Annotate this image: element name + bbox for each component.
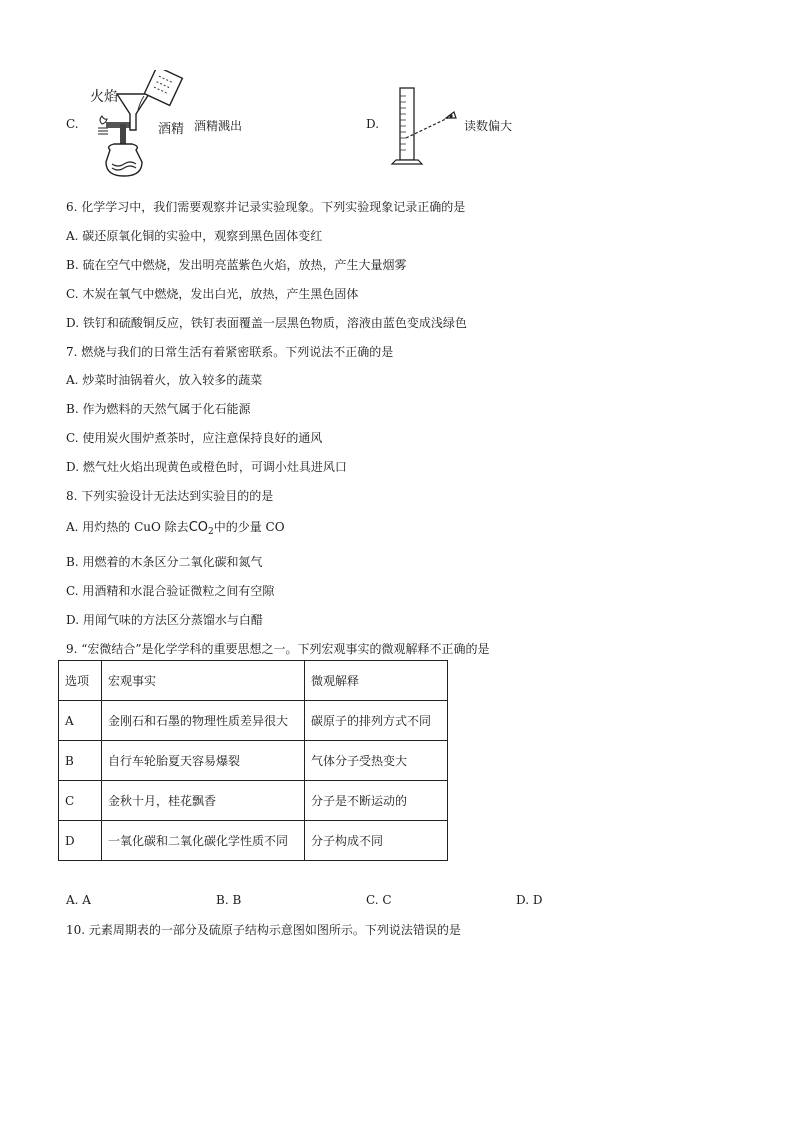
q6-option-b: B. 硫在空气中燃烧，发出明亮蓝紫色火焰，放热，产生大量烟雾 [66, 258, 407, 272]
table-row [59, 741, 448, 781]
option-d-letter: D. [366, 117, 380, 131]
table-cell: 分子是不断运动的 [305, 781, 448, 821]
q6-option-a: A. 碳还原氧化铜的实验中，观察到黑色固体变红 [66, 229, 323, 243]
q8-option-a [66, 518, 285, 535]
table-cell: 一氧化碳和二氧化碳化学性质不同 [102, 821, 305, 861]
label-fire: 火焰 [90, 89, 118, 105]
table-row [59, 701, 448, 741]
graduated-cylinder-figure [388, 86, 460, 172]
q9-stem: 9. “宏微结合”是化学学科的重要思想之一。下列宏观事实的微观解释不正确的是 [66, 642, 490, 656]
table-cell: B [59, 741, 102, 781]
q9-choice-b: B. B [216, 893, 242, 907]
q8-option-a-post: 中的少量 CO [213, 520, 285, 534]
table-row [59, 821, 448, 861]
table-cell: C [59, 781, 102, 821]
q8-option-c: C. 用酒精和水混合验证微粒之间有空隙 [66, 584, 275, 598]
q7-option-c: C. 使用炭火围炉煮茶时，应注意保持良好的通风 [66, 431, 323, 445]
q9-choice-a: A. A [66, 893, 91, 907]
caption-c: 酒精溅出 [194, 119, 243, 133]
q8-option-d: D. 用闻气味的方法区分蒸馏水与白醋 [66, 613, 263, 627]
q7-option-a: A. 炒菜时油锅着火，放入较多的蔬菜 [66, 373, 263, 387]
table-cell: 自行车轮胎夏天容易爆裂 [102, 741, 305, 781]
q8-stem: 8. 下列实验设计无法达到实验目的的是 [66, 489, 274, 503]
co2-subscript: 2 [208, 527, 214, 537]
eye-icon [446, 112, 456, 118]
table-header-row [59, 661, 448, 701]
q7-option-d: D. 燃气灶火焰出现黄色或橙色时，可调小灶具进风口 [66, 460, 347, 474]
q7-option-b: B. 作为燃料的天然气属于化石能源 [66, 402, 251, 416]
q6-option-c: C. 木炭在氧气中燃烧，发出白光，放热，产生黑色固体 [66, 287, 359, 301]
table-cell: 金刚石和石墨的物理性质差异很大 [102, 701, 305, 741]
q9-table [58, 660, 448, 861]
table-cell: 金秋十月，桂花飘香 [102, 781, 305, 821]
q7-stem: 7. 燃烧与我们的日常生活有着紧密联系。下列说法不正确的是 [66, 345, 394, 359]
q6-option-d: D. 铁钉和硫酸铜反应，铁钉表面覆盖一层黑色物质，溶液由蓝色变成浅绿色 [66, 316, 467, 330]
caption-d: 读数偏大 [464, 119, 513, 133]
table-cell: A [59, 701, 102, 741]
q6-stem: 6. 化学学习中，我们需要观察并记录实验现象。下列实验现象记录正确的是 [66, 200, 466, 214]
table-cell: D [59, 821, 102, 861]
q9-choice-c: C. C [366, 893, 392, 907]
co2-formula: CO [188, 520, 208, 535]
label-alcohol: 酒精 [158, 122, 185, 137]
q8-option-b: B. 用燃着的木条区分二氧化碳和氮气 [66, 555, 263, 569]
header-macro-fact: 宏观事实 [102, 661, 305, 701]
table-row [59, 781, 448, 821]
table-cell: 碳原子的排列方式不同 [305, 701, 448, 741]
q9-choice-d: D. D [516, 893, 543, 907]
q10-stem: 10. 元素周期表的一部分及硫原子结构示意图如图所示。下列说法错误的是 [66, 923, 461, 937]
header-option: 选项 [59, 661, 102, 701]
header-micro-explanation: 微观解释 [305, 661, 448, 701]
option-c-letter: C. [66, 117, 79, 131]
table-cell: 分子构成不同 [305, 821, 448, 861]
q8-option-a-pre: A. 用灼热的 CuO 除去 [66, 520, 189, 534]
table-cell: 气体分子受热变大 [305, 741, 448, 781]
